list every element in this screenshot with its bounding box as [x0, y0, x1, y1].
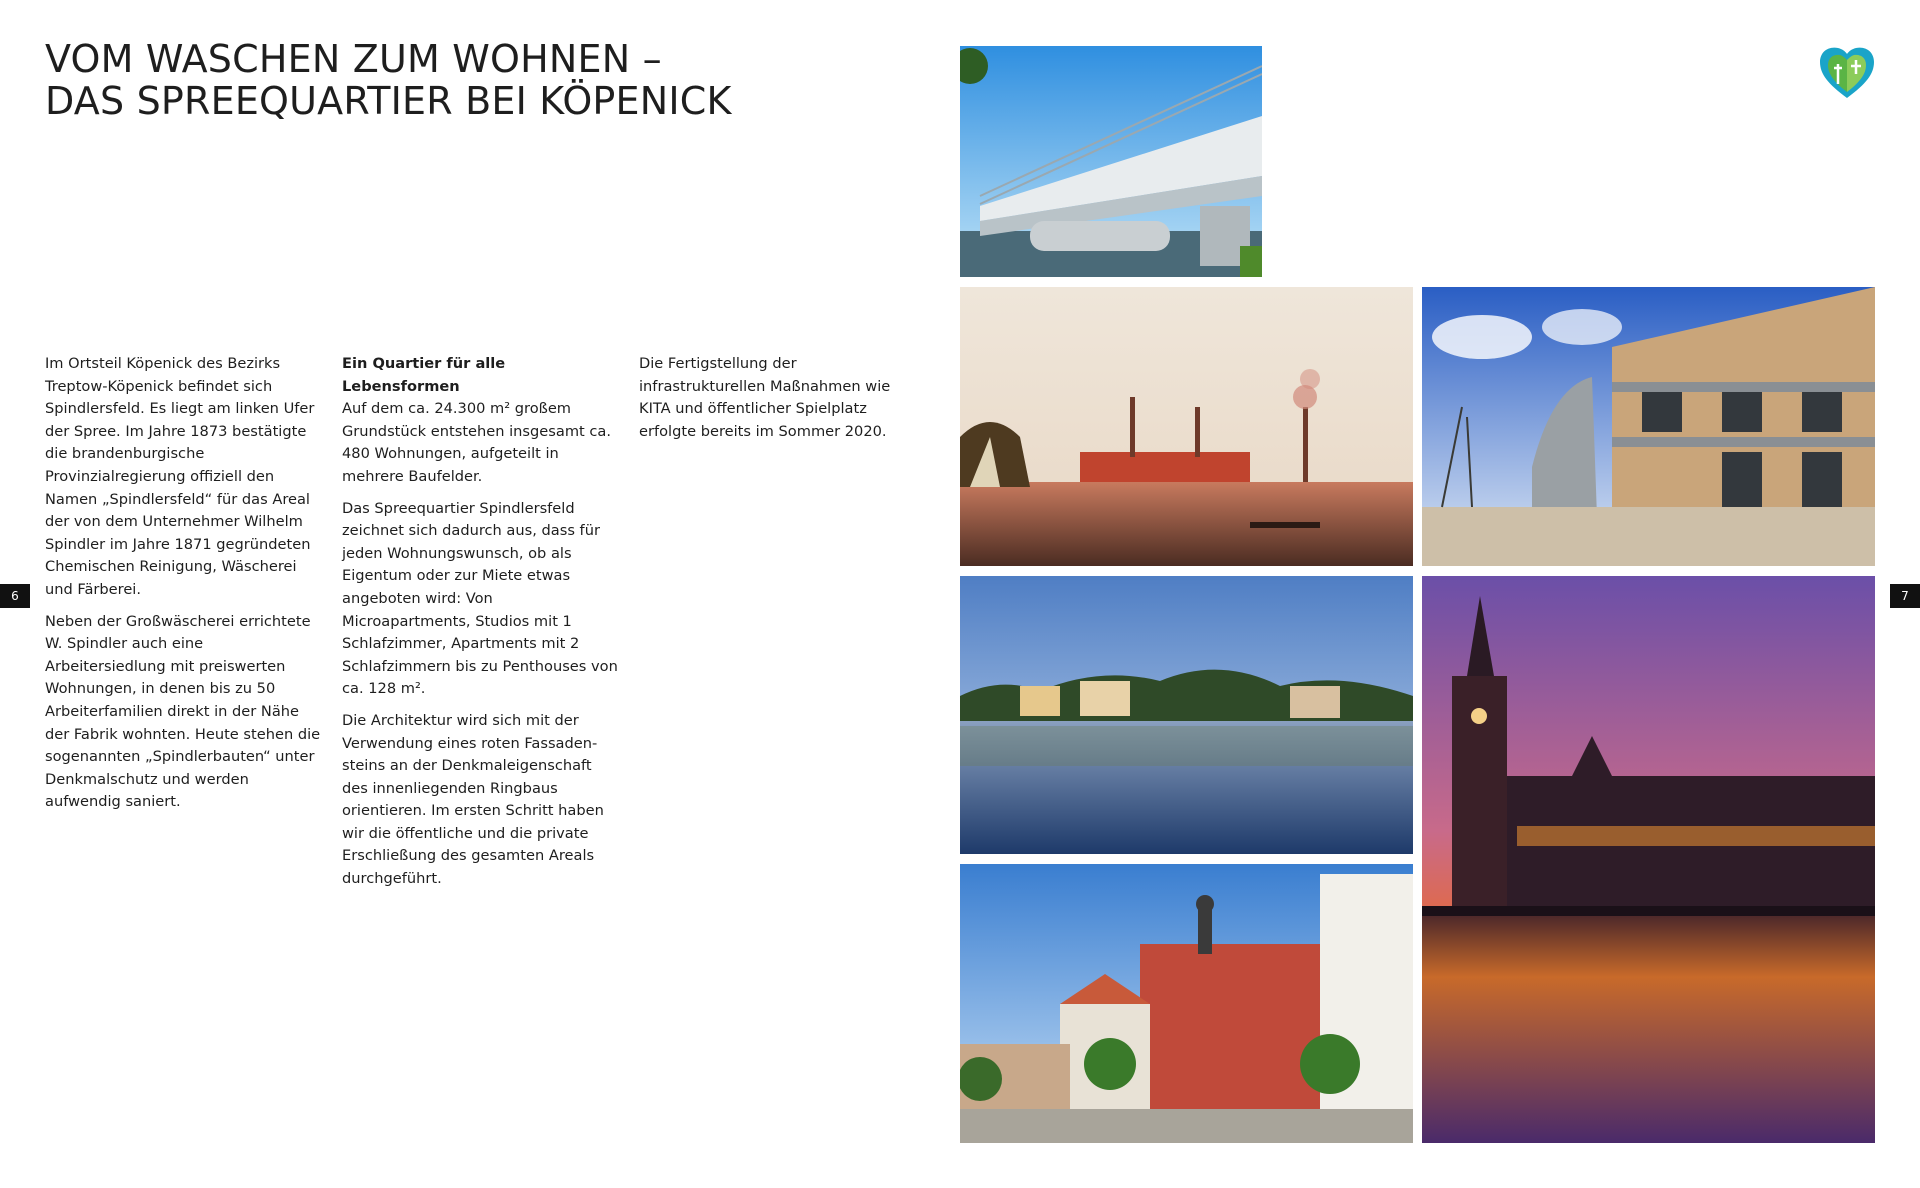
paragraph: Neben der Großwäscherei errichtete W. Spindler auch eine Arbeitersiedlung mit preiswerten Wohnungen, in denen bis zu 50 Arbeiterfamilien direkt in der Nähe der Fabrik wohnten. Heute stehen die sogenannten „Spindlerbauten“ unter Denkmalschutz und werden aufwendig saniert.: [45, 612, 321, 811]
title-line-1: VOM WASCHEN ZUM WOHNEN –: [45, 37, 662, 81]
paragraph: Die Fertigstellung der infrastrukturellen Maßnahmen wie KITA und öffentlicher Spielplatz erfolgte bereits im Sommer 2020.: [639, 355, 891, 440]
text-column-1: [45, 353, 325, 823]
town-square-photo: [960, 864, 1413, 1143]
logo-icon: [1818, 44, 1876, 100]
paragraph: Das Spreequartier Spindlersfeld zeichnet sich dadurch aus, dass für jeden Wohnungswunsch, ob als Eigentum oder zur Miete etwas angeboten wird: Von Microapartments, Studios mit 1 Schlafzimmer, Apartments mit 2 Schlafzimmern bis zu Penthouses von ca. 128 m².: [342, 499, 618, 698]
section-heading: Ein Quartier für alle Lebensformen: [342, 355, 506, 395]
paragraph: Im Ortsteil Köpenick des Bezirks Treptow-Köpenick befindet sich Spindlersfeld. Es liegt am linken Ufer der Spree. Im Jahre 1873 bestätigte die brandenburgische Provinzialregierung offiziell den Namen „Spindlersfeld“ für das Areal der von dem Unternehmer Wilhelm Spindler im Jahre 1871 gegründeten Chemischen Reinigung, Wäscherei und Färberei.: [45, 355, 315, 598]
text-column-3: [639, 353, 919, 452]
page-title: [45, 38, 732, 122]
page-number-left: 6: [0, 584, 30, 608]
text-column-2: [342, 353, 622, 900]
bridge-photo: [960, 46, 1262, 277]
modern-housing-photo: [1422, 287, 1875, 566]
town-hall-dusk-photo: [1422, 576, 1875, 1143]
lake-view-photo: [960, 576, 1413, 854]
title-line-2: DAS SPREEQUARTIER BEI KÖPENICK: [45, 79, 732, 123]
factory-painting-photo: [960, 287, 1413, 566]
page-number-right: 7: [1890, 584, 1920, 608]
paragraph: Auf dem ca. 24.300 m² großem Grundstück entstehen insgesamt ca. 480 Wohnungen, aufgeteilt in mehrere Baufelder.: [342, 400, 612, 485]
paragraph: Die Architektur wird sich mit der Verwendung eines roten Fassadensteins an der Denkmaleigenschaft des innenliegenden Ringbaus orientieren. Im ersten Schritt haben wir die öffentliche und die private Erschließung des gesamten Areals durchgeführt.: [342, 711, 604, 888]
